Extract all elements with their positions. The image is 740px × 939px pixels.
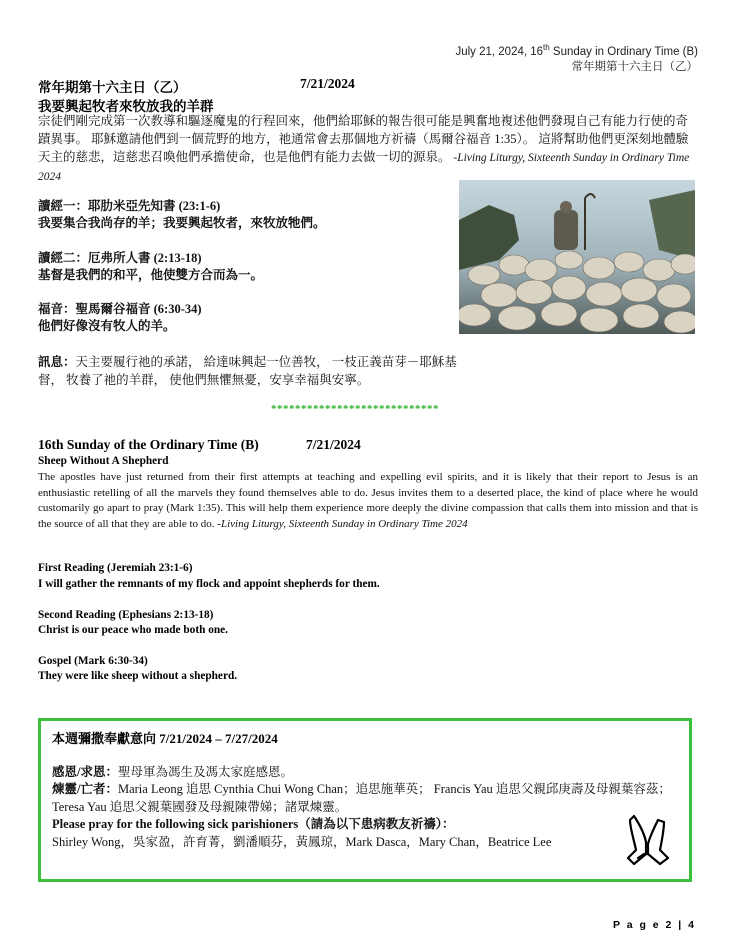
mass-heading: 本週彌撒奉獻意向 7/21/2024 – 7/27/2024: [52, 731, 278, 746]
page-number: P a g e 2 | 4: [612, 919, 696, 931]
zh-gospel-label: 福音：聖馬爾谷福音 (6:30-34): [38, 302, 202, 316]
pray-heading: Please pray for the following sick parishioners（請為以下患病教友祈禱）：: [52, 817, 455, 831]
en-date: 7/21/2024: [306, 437, 361, 452]
zh-subtitle: 我要興起牧者來牧放我的羊群: [38, 99, 214, 114]
zh-reading1-label: 讀經一：耶肋米亞先知書 (23:1-6): [38, 199, 221, 213]
header-chinese-title: 常年期第十六主日（乙）: [571, 61, 698, 73]
praying-hands-icon: [624, 808, 672, 870]
en-subtitle: Sheep Without A Shepherd: [38, 455, 169, 467]
en-gospel-text: They were like sheep without a shepherd.: [38, 670, 238, 682]
zh-message: 訊息：天主要履行祂的承諾， 給達味興起一位善牧， 一枝正義苗芽－耶穌基督， 牧養了祂的羊群， 使他們無懼無憂，安享幸福與安寧。: [38, 355, 457, 387]
mass-deceased: 煉靈/亡者：Maria Leong 追思 Cynthia Chui Wong Chan；追思施華英； Francis Yau 追思父親邱庚壽及母親葉容茲；Teresa Yau 追思父親葉國發及母親陳帶娣；諸眾煉靈。: [52, 782, 671, 814]
en-reading2-label: Second Reading (Ephesians 2:13-18): [38, 609, 214, 621]
zh-source: -Living Liturgy, Sixteenth Sunday in Ordinary Time 2024: [38, 152, 690, 183]
mass-thanks: 感恩/求恩：聖母軍為馮生及馮太家庭感恩。: [52, 765, 293, 779]
sick-list: Shirley Wong，吳家盈，許育菁，劉潘順芬，黃鳳琼，Mark Dasca，Mary Chan，Beatrice Lee: [52, 835, 552, 849]
zh-gospel-text: 他們好像沒有牧人的羊。: [38, 319, 176, 333]
en-gospel-label: Gospel (Mark 6:30-34): [38, 655, 148, 667]
section-divider: ****************************: [271, 403, 439, 415]
zh-reading2-label: 讀經二：厄弗所人書 (2:13-18): [38, 251, 202, 265]
zh-date: 7/21/2024: [300, 76, 355, 91]
en-source: -Living Liturgy, Sixteenth Sunday in Ordinary Time 2024: [214, 517, 468, 530]
en-reading1-label: First Reading (Jeremiah 23:1-6): [38, 562, 193, 574]
en-reading1-text: I will gather the remnants of my flock and appoint shepherds for them.: [38, 578, 380, 590]
en-reading2-text: Christ is our peace who made both one.: [38, 624, 228, 636]
zh-reading2-text: 基督是我們的和平，他使雙方合而為一。: [38, 268, 264, 282]
en-title: 16th Sunday of the Ordinary Time (B): [38, 437, 259, 452]
zh-title: 常年期第十六主日（乙）: [38, 80, 187, 95]
zh-reading1-text: 我要集合我尚存的羊；我要興起牧者，來牧放牠們。: [38, 216, 326, 230]
zh-intro: 宗徒們剛完成第一次教導和驅逐魔鬼的行程回來，他們給耶穌的報告很可能是興奮地複述他們發現自己有能力行使的奇蹟異事。 耶穌邀請他們到一個荒野的地方，祂通常會去那個地方祈禱（馬爾谷福音 1:35）。 這將幫助他們更深刻地體驗天主的慈悲，這慈悲召喚他們承擔使命，也是他們有能力去做一切的源泉。 -Living Liturgy, Sixteenth Sunday in Ordinary Time 2024: [38, 114, 690, 183]
shepherd-with-sheep-image: [459, 180, 695, 334]
en-intro: The apostles have just returned from their first attempts at teaching and expelling evil spirits, and it is likely that their report to Jesus is an enthusiastic retelling of all the marvels they found themselves able to do. Jesus invites them to a deserted place, the kind of place where he would customarily go apart to pray (Mark 1:35). This will help them experience more deeply the divine compassion that calls them into mission and that is the source of all that they are able to do. -Living Liturgy, Sixteenth Sunday in Ordinary Time 2024: [38, 471, 698, 530]
header-date-line: July 21, 2024, 16th Sunday in Ordinary Time (B): [455, 43, 698, 58]
